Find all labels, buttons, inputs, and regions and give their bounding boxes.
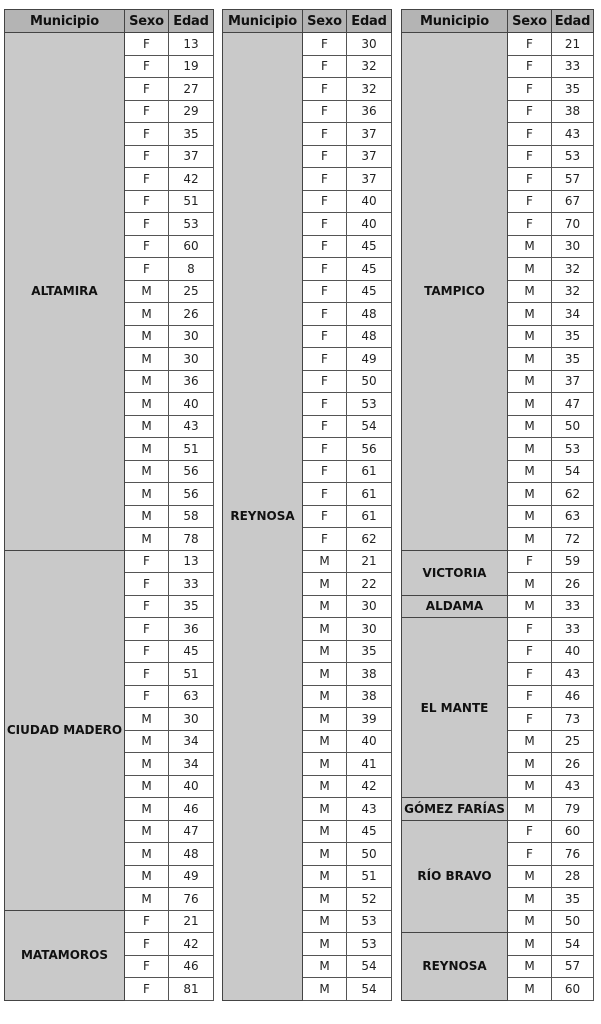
edad-cell: 40	[552, 640, 594, 663]
edad-cell: 54	[347, 415, 392, 438]
edad-cell: 32	[552, 258, 594, 281]
edad-cell: 26	[552, 753, 594, 776]
sexo-cell: F	[303, 123, 347, 146]
edad-cell: 49	[347, 348, 392, 371]
sexo-cell: M	[508, 348, 552, 371]
edad-cell: 30	[169, 348, 214, 371]
header-row	[223, 10, 392, 33]
sexo-cell: F	[508, 78, 552, 101]
sexo-cell: M	[508, 775, 552, 798]
sexo-cell: F	[303, 483, 347, 506]
sexo-cell: F	[508, 618, 552, 641]
table-row	[402, 550, 594, 573]
sexo-cell: F	[303, 528, 347, 551]
edad-cell: 78	[169, 528, 214, 551]
sexo-cell: F	[125, 145, 169, 168]
edad-cell: 53	[347, 393, 392, 416]
edad-cell: 33	[552, 618, 594, 641]
edad-cell: 41	[347, 753, 392, 776]
edad-cell: 29	[169, 100, 214, 123]
table-row	[5, 550, 214, 573]
edad-cell: 22	[347, 573, 392, 596]
table-row	[5, 33, 214, 56]
sexo-cell: M	[508, 393, 552, 416]
edad-cell: 43	[347, 798, 392, 821]
sexo-cell: F	[508, 685, 552, 708]
sexo-cell: F	[508, 640, 552, 663]
edad-cell: 79	[552, 798, 594, 821]
sexo-cell: M	[303, 640, 347, 663]
sexo-cell: F	[303, 145, 347, 168]
sexo-cell: F	[125, 213, 169, 236]
sexo-cell: M	[125, 325, 169, 348]
edad-cell: 35	[552, 888, 594, 911]
edad-cell: 35	[552, 325, 594, 348]
sexo-cell: F	[125, 33, 169, 56]
edad-cell: 81	[169, 978, 214, 1001]
edad-cell: 30	[347, 595, 392, 618]
sexo-cell: F	[303, 460, 347, 483]
sexo-cell: M	[508, 730, 552, 753]
edad-cell: 42	[347, 775, 392, 798]
header-municipio: Municipio	[5, 10, 125, 33]
edad-cell: 67	[552, 190, 594, 213]
edad-cell: 53	[347, 933, 392, 956]
edad-cell: 35	[169, 123, 214, 146]
sexo-cell: M	[125, 438, 169, 461]
edad-cell: 51	[169, 663, 214, 686]
sexo-cell: F	[303, 55, 347, 78]
edad-cell: 57	[552, 168, 594, 191]
sexo-cell: M	[125, 370, 169, 393]
edad-cell: 54	[552, 460, 594, 483]
sexo-cell: M	[125, 280, 169, 303]
edad-cell: 38	[347, 663, 392, 686]
edad-cell: 61	[347, 460, 392, 483]
sexo-cell: M	[125, 505, 169, 528]
sexo-cell: M	[125, 303, 169, 326]
sexo-cell: F	[303, 78, 347, 101]
sexo-cell: F	[303, 415, 347, 438]
sexo-cell: F	[125, 550, 169, 573]
sexo-cell: F	[303, 303, 347, 326]
edad-cell: 25	[169, 280, 214, 303]
sexo-cell: F	[508, 550, 552, 573]
sexo-cell: M	[508, 235, 552, 258]
edad-cell: 47	[169, 820, 214, 843]
sexo-cell: M	[125, 843, 169, 866]
sexo-cell: F	[303, 100, 347, 123]
edad-cell: 54	[347, 955, 392, 978]
edad-cell: 45	[347, 820, 392, 843]
sexo-cell: F	[508, 843, 552, 866]
edad-cell: 21	[347, 550, 392, 573]
edad-cell: 21	[169, 910, 214, 933]
sexo-cell: M	[508, 888, 552, 911]
municipio-cell: CIUDAD MADERO	[5, 550, 125, 910]
table-column-2	[222, 9, 392, 1001]
edad-cell: 30	[347, 33, 392, 56]
edad-cell: 53	[169, 213, 214, 236]
table-row	[402, 618, 594, 641]
edad-cell: 33	[169, 573, 214, 596]
edad-cell: 47	[552, 393, 594, 416]
edad-cell: 51	[347, 865, 392, 888]
edad-cell: 32	[347, 55, 392, 78]
edad-cell: 63	[552, 505, 594, 528]
sexo-cell: F	[303, 438, 347, 461]
edad-cell: 54	[347, 978, 392, 1001]
edad-cell: 51	[169, 190, 214, 213]
sexo-cell: F	[508, 213, 552, 236]
header-sexo: Sexo	[508, 10, 552, 33]
municipio-cell: REYNOSA	[223, 33, 303, 1001]
municipio-cell: VICTORIA	[402, 550, 508, 595]
edad-cell: 33	[552, 595, 594, 618]
sexo-cell: M	[303, 843, 347, 866]
edad-cell: 30	[169, 325, 214, 348]
edad-cell: 56	[169, 483, 214, 506]
sexo-cell: M	[125, 798, 169, 821]
edad-cell: 26	[552, 573, 594, 596]
table-row	[402, 820, 594, 843]
sexo-cell: M	[508, 505, 552, 528]
edad-cell: 46	[552, 685, 594, 708]
edad-cell: 61	[347, 505, 392, 528]
edad-cell: 50	[347, 370, 392, 393]
sexo-cell: F	[303, 325, 347, 348]
sexo-cell: M	[303, 663, 347, 686]
sexo-cell: M	[508, 955, 552, 978]
edad-cell: 46	[169, 955, 214, 978]
sexo-cell: F	[125, 235, 169, 258]
sexo-cell: M	[303, 753, 347, 776]
sexo-cell: F	[303, 348, 347, 371]
edad-cell: 37	[169, 145, 214, 168]
edad-cell: 26	[169, 303, 214, 326]
edad-cell: 30	[347, 618, 392, 641]
sexo-cell: M	[508, 978, 552, 1001]
sexo-cell: F	[303, 33, 347, 56]
edad-cell: 73	[552, 708, 594, 731]
sexo-cell: M	[508, 438, 552, 461]
header-municipio: Municipio	[402, 10, 508, 33]
sexo-cell: F	[303, 258, 347, 281]
sexo-cell: M	[303, 978, 347, 1001]
edad-cell: 48	[347, 325, 392, 348]
sexo-cell: M	[508, 528, 552, 551]
sexo-cell: F	[125, 955, 169, 978]
edad-cell: 52	[347, 888, 392, 911]
edad-cell: 8	[169, 258, 214, 281]
header-municipio: Municipio	[223, 10, 303, 33]
edad-cell: 45	[347, 258, 392, 281]
table-row	[402, 933, 594, 956]
sexo-cell: F	[303, 370, 347, 393]
edad-cell: 32	[347, 78, 392, 101]
edad-cell: 43	[552, 123, 594, 146]
edad-cell: 43	[169, 415, 214, 438]
sexo-cell: F	[125, 685, 169, 708]
municipio-cell: ALDAMA	[402, 595, 508, 618]
header-sexo: Sexo	[125, 10, 169, 33]
edad-cell: 33	[552, 55, 594, 78]
sexo-cell: M	[508, 415, 552, 438]
sexo-cell: M	[125, 415, 169, 438]
sexo-cell: F	[508, 33, 552, 56]
edad-cell: 37	[552, 370, 594, 393]
sexo-cell: M	[125, 528, 169, 551]
sexo-cell: F	[508, 100, 552, 123]
sexo-cell: F	[508, 55, 552, 78]
sexo-cell: F	[125, 258, 169, 281]
sexo-cell: M	[303, 820, 347, 843]
edad-cell: 39	[347, 708, 392, 731]
edad-cell: 50	[347, 843, 392, 866]
sexo-cell: M	[125, 393, 169, 416]
sexo-cell: F	[125, 595, 169, 618]
edad-cell: 13	[169, 550, 214, 573]
sexo-cell: M	[303, 595, 347, 618]
edad-cell: 48	[347, 303, 392, 326]
edad-cell: 13	[169, 33, 214, 56]
edad-cell: 38	[552, 100, 594, 123]
sexo-cell: F	[125, 618, 169, 641]
sexo-cell: F	[303, 190, 347, 213]
edad-cell: 53	[552, 145, 594, 168]
sexo-cell: M	[303, 618, 347, 641]
sexo-cell: F	[303, 280, 347, 303]
sexo-cell: M	[125, 753, 169, 776]
sexo-cell: M	[125, 775, 169, 798]
sexo-cell: M	[303, 798, 347, 821]
edad-cell: 37	[347, 168, 392, 191]
edad-cell: 43	[552, 775, 594, 798]
sexo-cell: F	[508, 168, 552, 191]
edad-cell: 45	[169, 640, 214, 663]
sexo-cell: M	[303, 775, 347, 798]
sexo-cell: M	[508, 798, 552, 821]
edad-cell: 45	[347, 235, 392, 258]
sexo-cell: M	[508, 483, 552, 506]
sexo-cell: M	[508, 303, 552, 326]
edad-cell: 40	[169, 393, 214, 416]
municipio-cell: RÍO BRAVO	[402, 820, 508, 933]
edad-cell: 76	[169, 888, 214, 911]
sexo-cell: M	[508, 933, 552, 956]
edad-cell: 27	[169, 78, 214, 101]
sexo-cell: M	[125, 483, 169, 506]
edad-cell: 54	[552, 933, 594, 956]
sexo-cell: F	[125, 100, 169, 123]
sexo-cell: F	[125, 978, 169, 1001]
sexo-cell: F	[508, 123, 552, 146]
edad-cell: 70	[552, 213, 594, 236]
municipio-cell: EL MANTE	[402, 618, 508, 798]
edad-cell: 57	[552, 955, 594, 978]
sexo-cell: M	[508, 910, 552, 933]
edad-cell: 62	[347, 528, 392, 551]
municipio-cell: GÓMEZ FARÍAS	[402, 798, 508, 821]
sexo-cell: M	[508, 370, 552, 393]
sexo-cell: M	[508, 258, 552, 281]
sexo-cell: F	[303, 168, 347, 191]
municipio-cell: TAMPICO	[402, 33, 508, 551]
edad-cell: 43	[552, 663, 594, 686]
edad-cell: 60	[169, 235, 214, 258]
edad-cell: 63	[169, 685, 214, 708]
edad-cell: 45	[347, 280, 392, 303]
header-row	[402, 10, 594, 33]
sexo-cell: M	[303, 933, 347, 956]
header-edad: Edad	[347, 10, 392, 33]
edad-cell: 48	[169, 843, 214, 866]
sexo-cell: F	[125, 55, 169, 78]
sexo-cell: F	[508, 190, 552, 213]
edad-cell: 49	[169, 865, 214, 888]
sexo-cell: M	[125, 708, 169, 731]
edad-cell: 53	[347, 910, 392, 933]
edad-cell: 34	[169, 753, 214, 776]
municipio-cell: ALTAMIRA	[5, 33, 125, 551]
edad-cell: 38	[347, 685, 392, 708]
edad-cell: 42	[169, 933, 214, 956]
edad-cell: 35	[169, 595, 214, 618]
header-sexo: Sexo	[303, 10, 347, 33]
edad-cell: 51	[169, 438, 214, 461]
sexo-cell: F	[508, 663, 552, 686]
edad-cell: 56	[347, 438, 392, 461]
edad-cell: 40	[347, 190, 392, 213]
sexo-cell: F	[125, 168, 169, 191]
edad-cell: 32	[552, 280, 594, 303]
sexo-cell: M	[125, 460, 169, 483]
edad-cell: 34	[552, 303, 594, 326]
sexo-cell: M	[303, 865, 347, 888]
sexo-cell: M	[125, 820, 169, 843]
edad-cell: 30	[169, 708, 214, 731]
sexo-cell: F	[125, 190, 169, 213]
table-row	[402, 33, 594, 56]
sexo-cell: M	[508, 753, 552, 776]
sexo-cell: M	[125, 348, 169, 371]
edad-cell: 58	[169, 505, 214, 528]
header-row	[5, 10, 214, 33]
edad-cell: 36	[347, 100, 392, 123]
edad-cell: 21	[552, 33, 594, 56]
sexo-cell: F	[125, 663, 169, 686]
edad-cell: 40	[169, 775, 214, 798]
sexo-cell: F	[303, 505, 347, 528]
edad-cell: 60	[552, 978, 594, 1001]
sexo-cell: M	[303, 910, 347, 933]
sexo-cell: F	[125, 123, 169, 146]
sexo-cell: F	[303, 393, 347, 416]
sexo-cell: F	[303, 235, 347, 258]
sexo-cell: M	[508, 865, 552, 888]
sexo-cell: F	[125, 78, 169, 101]
edad-cell: 46	[169, 798, 214, 821]
edad-cell: 60	[552, 820, 594, 843]
edad-cell: 25	[552, 730, 594, 753]
sexo-cell: F	[303, 213, 347, 236]
edad-cell: 50	[552, 910, 594, 933]
header-edad: Edad	[169, 10, 214, 33]
edad-cell: 53	[552, 438, 594, 461]
sexo-cell: M	[125, 865, 169, 888]
edad-cell: 35	[552, 348, 594, 371]
edad-cell: 50	[552, 415, 594, 438]
municipio-cell: REYNOSA	[402, 933, 508, 1001]
sexo-cell: F	[508, 708, 552, 731]
edad-cell: 72	[552, 528, 594, 551]
sexo-cell: F	[125, 933, 169, 956]
edad-cell: 56	[169, 460, 214, 483]
sexo-cell: F	[125, 640, 169, 663]
table-row	[402, 595, 594, 618]
edad-cell: 28	[552, 865, 594, 888]
sexo-cell: M	[508, 325, 552, 348]
sexo-cell: M	[125, 888, 169, 911]
sexo-cell: F	[508, 145, 552, 168]
sexo-cell: M	[125, 730, 169, 753]
sexo-cell: M	[303, 550, 347, 573]
table-column-1	[4, 9, 214, 1001]
sexo-cell: M	[508, 573, 552, 596]
sexo-cell: M	[508, 460, 552, 483]
sexo-cell: M	[303, 708, 347, 731]
table-row	[223, 33, 392, 56]
edad-cell: 61	[347, 483, 392, 506]
sexo-cell: F	[125, 910, 169, 933]
edad-cell: 76	[552, 843, 594, 866]
edad-cell: 37	[347, 145, 392, 168]
sexo-cell: F	[508, 820, 552, 843]
sexo-cell: M	[303, 888, 347, 911]
sexo-cell: M	[303, 730, 347, 753]
edad-cell: 35	[552, 78, 594, 101]
municipio-cell: MATAMOROS	[5, 910, 125, 1000]
edad-cell: 59	[552, 550, 594, 573]
sexo-cell: M	[303, 573, 347, 596]
sexo-cell: M	[303, 685, 347, 708]
edad-cell: 37	[347, 123, 392, 146]
edad-cell: 40	[347, 213, 392, 236]
edad-cell: 30	[552, 235, 594, 258]
table-row	[5, 910, 214, 933]
header-edad: Edad	[552, 10, 594, 33]
sexo-cell: M	[303, 955, 347, 978]
sexo-cell: M	[508, 280, 552, 303]
table-row	[402, 798, 594, 821]
sexo-cell: M	[508, 595, 552, 618]
edad-cell: 62	[552, 483, 594, 506]
edad-cell: 40	[347, 730, 392, 753]
edad-cell: 36	[169, 618, 214, 641]
edad-cell: 34	[169, 730, 214, 753]
edad-cell: 19	[169, 55, 214, 78]
edad-cell: 42	[169, 168, 214, 191]
table-column-3	[401, 9, 594, 1001]
sexo-cell: F	[125, 573, 169, 596]
edad-cell: 36	[169, 370, 214, 393]
edad-cell: 35	[347, 640, 392, 663]
